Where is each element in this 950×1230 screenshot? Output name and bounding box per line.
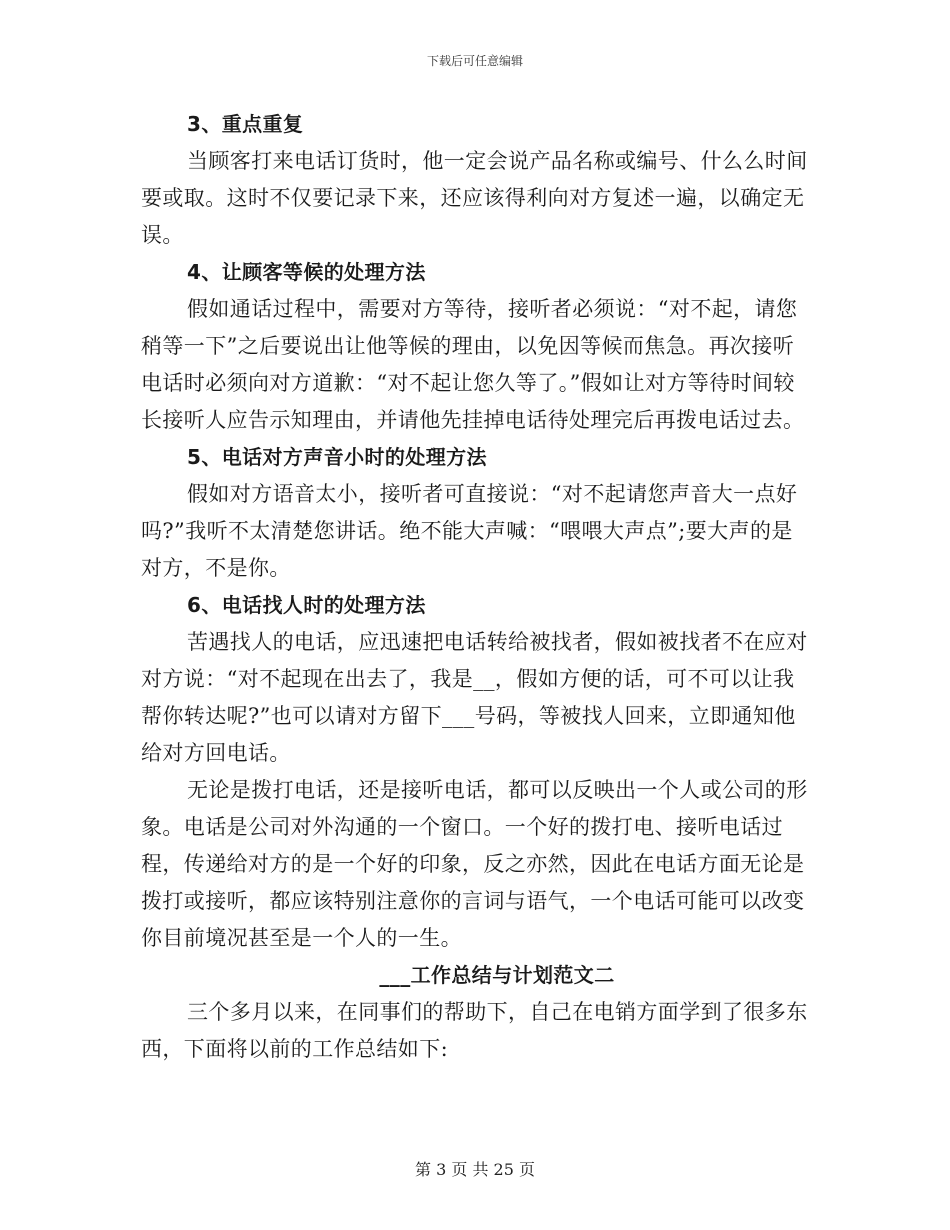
paragraph: 当顾客打来电话订货时，他一定会说产品名称或编号、什么么时间要或取。这时不仅要记录下来，还应该得利向对方复述一遍，以确定无误。 xyxy=(141,149,808,247)
paragraph: 三个多月以来，在同事们的帮助下，自己在电销方面学到了很多东西，下面将以前的工作总结如下: xyxy=(141,1000,808,1061)
section-heading-3: 3、重点重复 xyxy=(187,112,304,136)
page-number: 第 3 页 共 25 页 xyxy=(415,1160,535,1179)
section-heading-6: 6、电话找人时的处理方法 xyxy=(187,593,426,617)
paragraph: 假如通话过程中，需要对方等待，接听者必须说：“对不起，请您稍等一下”之后要说出让他等候的理由，以免因等候而焦急。再次接听电话时必须向对方道歉：“对不起让您久等了。”假如让对方等待时间较长接听人应告示知理由，并请他先挂掉电话待处理完后再拨电话过去。 xyxy=(141,297,805,432)
paragraph: 苦遇找人的电话，应迅速把电话转给被找者，假如被找者不在应对对方说：“对不起现在出去了，我是__，假如方便的话，可不可以让我帮你转达呢?”也可以请对方留下___号码，等被找人回来，立即通知他给对方回电话。 xyxy=(141,630,808,765)
paragraph: 无论是拨打电话，还是接听电话，都可以反映出一个人或公司的形象。电话是公司对外沟通的一个窗口。一个好的拨打电、接听电话过程，传递给对方的是一个好的印象，反之亦然，因此在电话方面无论是拨打或接听，都应该特别注意你的言词与语气，一个电话可能可以改变你目前境况甚至是一个人的一生。 xyxy=(141,778,808,950)
page-header: 下载后可任意编辑 xyxy=(426,54,523,68)
document-body xyxy=(141,106,813,1068)
section-heading-5: 5、电话对方声音小时的处理方法 xyxy=(187,445,487,469)
paragraph: 假如对方语音太小，接听者可直接说：“对不起请您声音大一点好吗?”我听不太清楚您讲话。绝不能大声喊：“喂喂大声点”;要大声的是对方，不是你。 xyxy=(141,482,798,580)
document-title: ___工作总结与计划范文二 xyxy=(379,963,615,987)
section-heading-4: 4、让顾客等候的处理方法 xyxy=(187,260,426,284)
